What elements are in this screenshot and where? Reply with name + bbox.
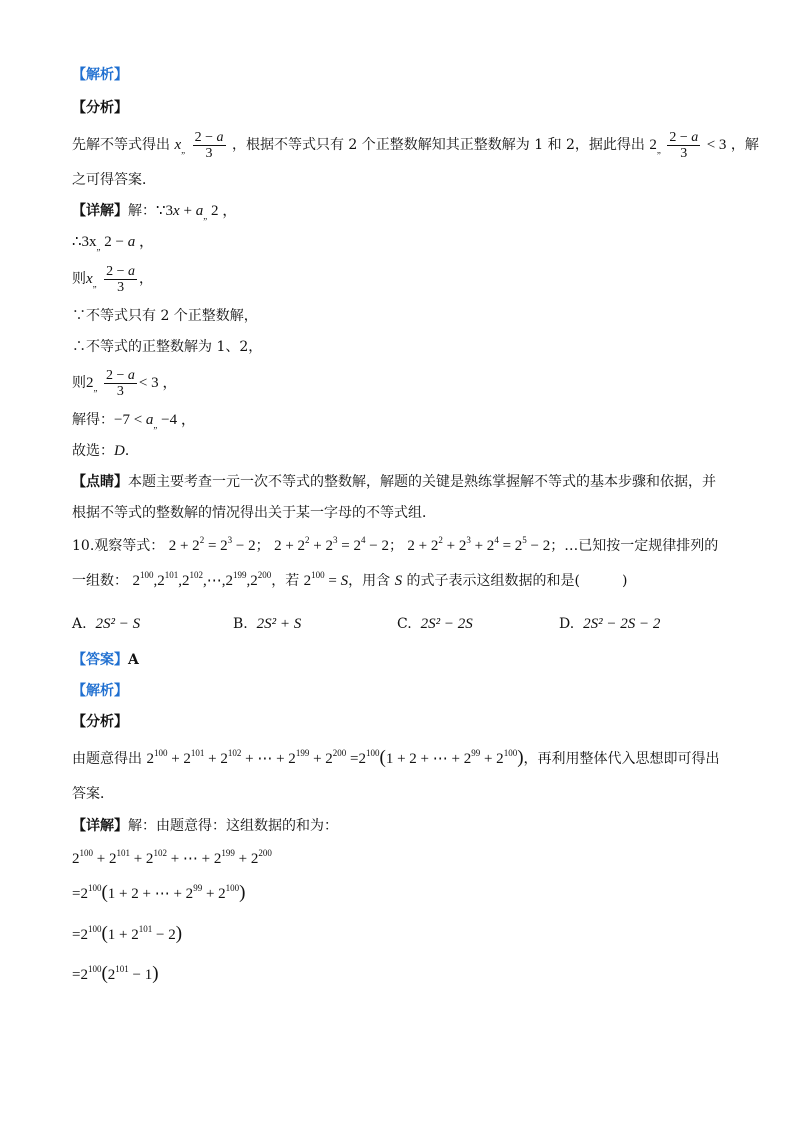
equation-1: $2 + 2^2 = 2^3 - 2$: [168, 535, 256, 554]
option-a-letter: A.: [72, 616, 87, 632]
step7-line: [72, 410, 196, 430]
step4-text: ∵不等式只有 2 个正整数解，: [72, 308, 258, 324]
derivation-line-2: $=2^{100}(1 + 2$ + ⋯ + $2^{99} + 2^{100}$): [72, 882, 246, 903]
fraction-step6: $\frac{2 - a}{3}$: [105, 367, 135, 399]
dianjing-text-1: 本题主要考查一元一次不等式的整数解，解题的关键是熟练掌握解不等式的基本步骤和依据，并: [128, 474, 716, 490]
option-c-letter: C.: [397, 616, 412, 632]
xiangjie-line-1: [72, 201, 237, 221]
equation-3: $2 + 2^2 + 2^3 + 2^4 = 2^5 - 2$: [407, 535, 551, 554]
math-s: S: [394, 573, 403, 589]
question10-tail: ；…已知按一定规律排列的: [550, 538, 719, 554]
step5-text: ∴不等式的正整数解为 1、2，: [72, 339, 263, 355]
math-step7: $-7 < a_„ -4$ ，: [114, 412, 196, 430]
option-b[interactable]: [233, 614, 301, 634]
step6-pre: 则: [72, 375, 86, 391]
option-d-expr: 2S² − 2S − 2: [583, 616, 661, 632]
xiangjie-text-2: 解：由题意得：这组数据的和为：: [128, 818, 338, 834]
math-sum-identity: $2^{100} + 2^{101} + 2^{102}$ + ⋯ + $2^{199} + 2^{200} =2^{100}(1 + 2$ + ⋯ + $2^{99} + 2^{100}$): [146, 747, 524, 768]
fraction-2-minus-a-over-3-b: $\frac{2 - a}{3}$: [669, 129, 699, 161]
daan-value: A: [128, 652, 139, 668]
dianjing-text-2: 根据不等式的整数解的情况得出关于某一字母的不等式组．: [72, 505, 436, 521]
q10-line2-a: 一组数：: [72, 573, 128, 589]
fenxi-tag-1: 【分析】: [72, 100, 128, 116]
step8-pre: 故选：: [72, 443, 114, 459]
option-a-expr: 2S² − S: [95, 616, 141, 632]
daan-line: [72, 650, 139, 670]
fenxi-text-a: 先解不等式得出: [72, 137, 170, 153]
math-s-def: $2^{100} = S$: [303, 570, 349, 589]
step7-pre: 解得：: [72, 412, 114, 428]
xiangjie-tag-1: 【详解】: [72, 203, 128, 219]
fenxi2-text-c: 答案．: [72, 786, 114, 802]
question10-number: 10.观察等式：: [72, 538, 165, 554]
option-b-letter: B.: [233, 616, 248, 632]
fenxi-text-b: ，根据不等式只有 2 个正整数解知其正整数解为 1 和 2，据此得出: [231, 137, 645, 153]
math-2-le: $2_„$: [649, 137, 661, 155]
fenxi-text-c: ，解: [730, 137, 759, 153]
math-2-le-2: $2_„$: [86, 375, 98, 393]
xiangjie2-line: [72, 816, 338, 836]
question10-line-2: [72, 571, 627, 591]
math-x-le-2: $x_„$: [86, 271, 98, 289]
math-lt-3: < 3: [706, 137, 727, 153]
fenxi2-text-a: 由题意得出: [72, 751, 142, 767]
q10-line2-d: 的式子表示这组数据的和是( ): [406, 573, 628, 589]
math-step2: $\therefore 3x_„$ 2 − a ，: [72, 234, 155, 252]
q10-line2-c: ，用含: [348, 573, 391, 589]
option-d[interactable]: [559, 614, 660, 634]
q10-line2-b: ，若: [271, 573, 300, 589]
fraction-2-minus-a-over-3: $\frac{2 - a}{3}$: [194, 129, 224, 161]
fenxi2-line-1: [72, 748, 720, 769]
option-c-expr: 2S² − 2S: [420, 616, 473, 632]
fenxi-line-1: [72, 128, 759, 162]
question10-line-1: [72, 536, 718, 556]
sep-2: ；: [388, 538, 403, 554]
xiangjie-text-1: 解：: [128, 203, 156, 219]
derivation-line-1: $2^{100} + 2^{101} + 2^{102}$ + ⋯ + $2^{199} + 2^{200}$: [72, 848, 272, 867]
step3-line: 则$x_„$ $\frac{2 - a}{3}$ ，: [72, 263, 154, 295]
step8-end: ．: [124, 443, 139, 459]
step6-line: [72, 366, 177, 400]
derivation-line-4: $=2^{100}(2^{101} - 1)$: [72, 963, 159, 984]
fenxi-text-d: 之可得答案．: [72, 172, 156, 188]
fenxi2-text-b: ，再利用整体代入思想即可得出: [523, 751, 720, 767]
math-step1: ∵3x + $a_„$ 2 ，: [156, 203, 238, 221]
number-sequence: $2^{100},2^{101},2^{102},\cdots,2^{199},2^{200}$: [132, 570, 272, 589]
math-x-le: $x_„$: [174, 137, 187, 155]
step3-pre: 则: [72, 271, 86, 287]
jiexi-tag-2: 【解析】: [72, 683, 128, 699]
xiangjie-tag-2: 【详解】: [72, 818, 128, 834]
option-a[interactable]: [72, 614, 140, 634]
daan-tag: 【答案】: [72, 652, 128, 668]
math-lt-3-b: < 3 ，: [138, 375, 178, 391]
derivation-line-3: $=2^{100}(1 + 2^{101} - 2)$: [72, 923, 183, 944]
jiexi-tag-1: 【解析】: [72, 67, 128, 83]
option-b-expr: 2S² + S: [256, 616, 302, 632]
dianjing-line-1: [72, 472, 716, 492]
equation-2: $2 + 2^2 + 2^3 = 2^4 - 2$: [274, 535, 389, 554]
option-d-letter: D.: [559, 616, 575, 632]
fenxi-tag-2: 【分析】: [72, 714, 128, 730]
dianjing-tag: 【点睛】: [72, 474, 128, 490]
sep-1: ；: [255, 538, 270, 554]
option-c[interactable]: [397, 614, 473, 634]
step8-line: [72, 441, 139, 461]
step8-answer: D: [114, 443, 125, 459]
fraction-step3: $\frac{2 - a}{3}$: [106, 263, 136, 295]
